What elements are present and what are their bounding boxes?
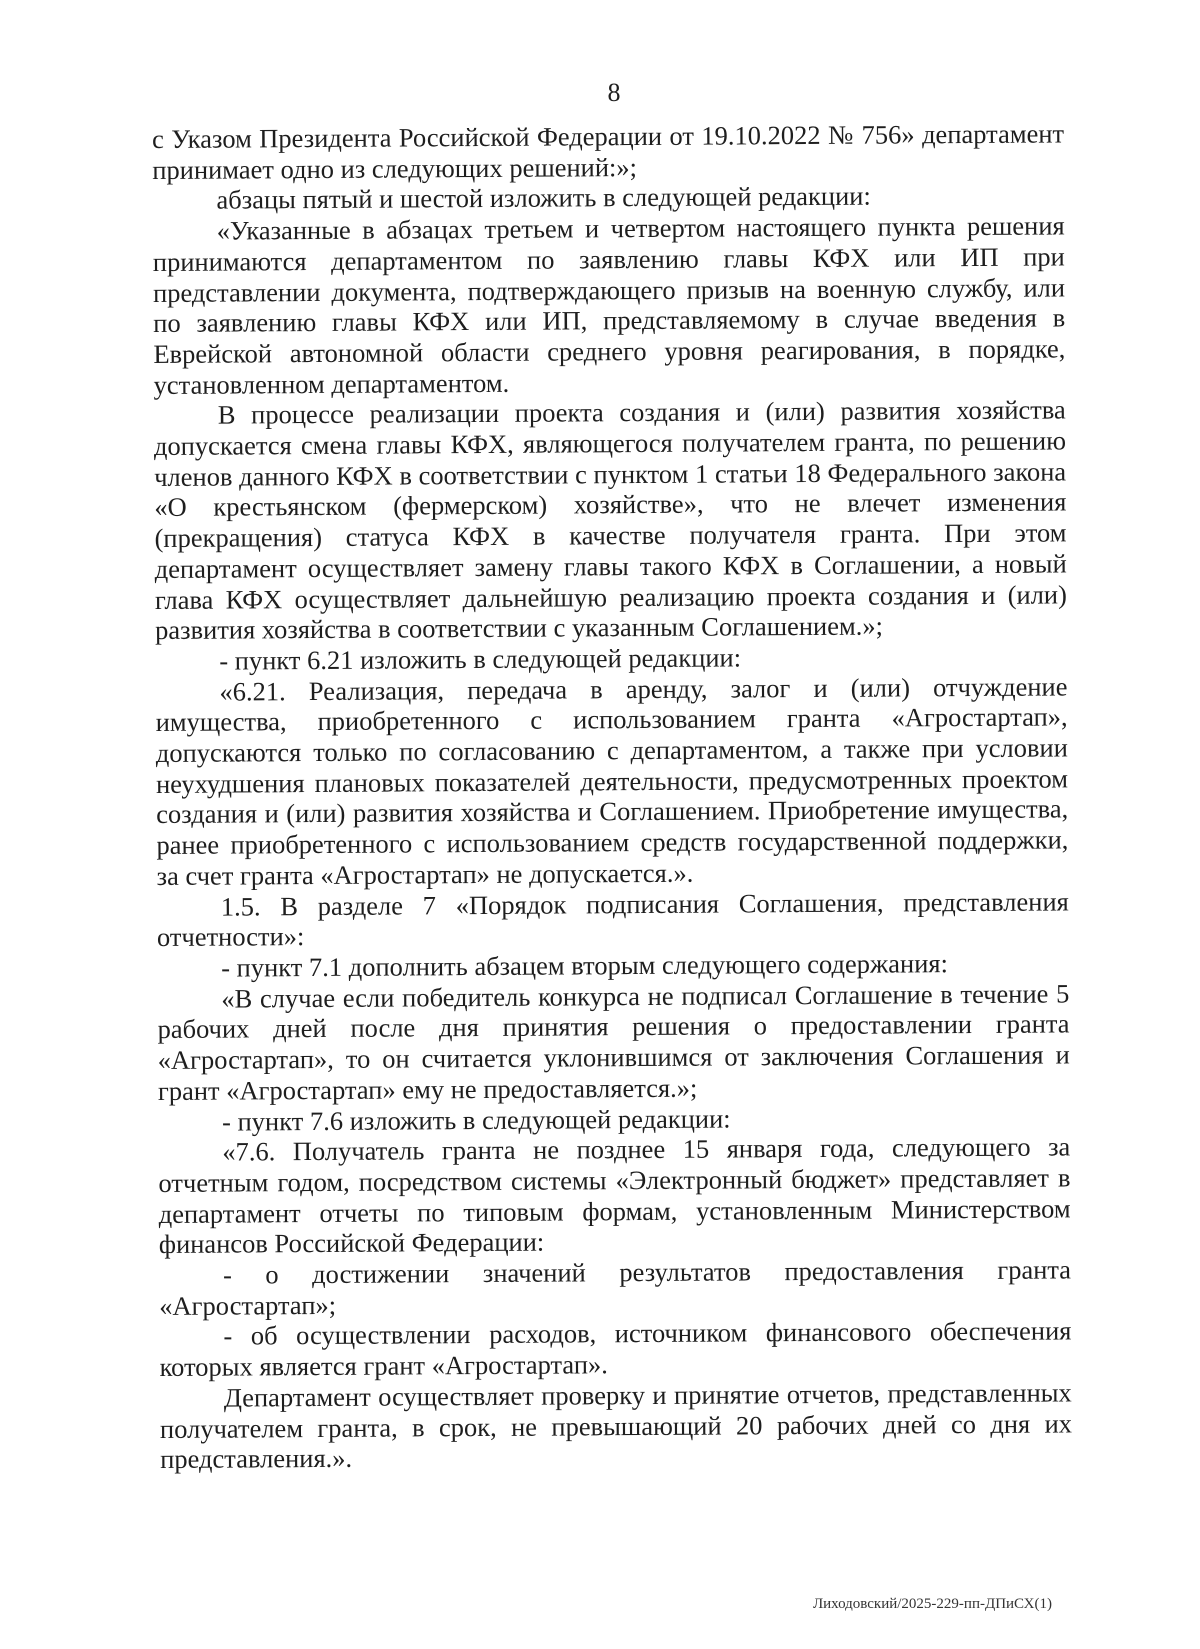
paragraph: «В случае если победитель конкурса не подписал Соглашение в течение 5 рабочих дней после дня принятия решения о предоставлении гранта «Агростартап», то он считается уклонившимся от заключения Соглашения и грант «Агростартап» ему не предоставляется.»;: [157, 978, 1070, 1106]
paragraph: - о достижении значений результатов предоставления гранта «Агростартап»;: [159, 1254, 1072, 1321]
paragraph: - пункт 6.21 изложить в следующей редакции:: [219, 642, 742, 676]
paragraph: В процессе реализации проекта создания и (или) развития хозяйства допускается смена главы КФХ, являющегося получателем гранта, по решению членов данного КФХ в соответствии с пунктом 1 статьи 18 Федерального закона «О крестьянском (фермерском) хозяйстве», что не влечет изменения (прекращения) статуса КФХ в качестве получателя гранта. При этом департамент осуществляет замену главы такого КФХ в Соглашении, а новый глава КФХ осуществляет дальнейшую реализацию проекта создания и (или) развития хозяйства в соответствии с указанным Соглашением.»;: [153, 394, 1067, 646]
paragraph: - об осуществлении расходов, источником финансового обеспечения которых является грант «Агростартап».: [159, 1315, 1072, 1383]
paragraph: с Указом Президента Российской Федерации от 19.10.2022 № 756» департамент принимает одно из следующих решений:»;: [152, 118, 1065, 185]
document-body: [152, 118, 1072, 1474]
paragraph: абзацы пятый и шестой изложить в следующей редакции:: [216, 181, 871, 216]
paragraph: 1.5. В разделе 7 «Порядок подписания Соглашения, представления отчетности»:: [156, 885, 1069, 953]
paragraph: - пункт 7.6 изложить в следующей редакции:: [222, 1102, 731, 1137]
paragraph: Департамент осуществляет проверку и принятие отчетов, представленных получателем гранта, в срок, не превышающий 20 рабочих дней со дня их представления.».: [159, 1377, 1073, 1475]
paragraph: - пункт 7.1 дополнить абзацем вторым следующего содержания:: [221, 948, 948, 983]
document-code: Лиходовский/2025-229-пп-ДПиСХ(1): [812, 1596, 1052, 1612]
paragraph: «7.6. Получатель гранта не позднее 15 января года, следующего за отчетным годом, посредством системы «Электронный бюджет» представляет в департамент отчеты по типовым формам, установленным Министерством финансов Российской Федерации:: [158, 1131, 1071, 1260]
paragraph: «Указанные в абзацах третьем и четвертом настоящего пункта решения принимаются департаментом по заявлению главы КФХ или ИП при представлении документа, подтверждающего призыв на военную службу, или по заявлению главы КФХ или ИП, представляемому в случае введения в Еврейской автономной области среднего уровня реагирования, в порядке, установленном департаментом.: [152, 210, 1066, 400]
page-number: 8: [607, 78, 621, 107]
paragraph: «6.21. Реализация, передача в аренду, залог и (или) отчуждение имущества, приобретенного с использованием гранта «Агростартап», допускаются только по согласованию с департаментом, а также при условии неухудшения плановых показателей деятельности, предусмотренных проектом создания и (или) развития хозяйства и Соглашением. Приобретение имущества, ранее приобретенного с использованием средств государственной поддержки, за счет гранта «Агростартап» не допускается.».: [155, 671, 1069, 891]
